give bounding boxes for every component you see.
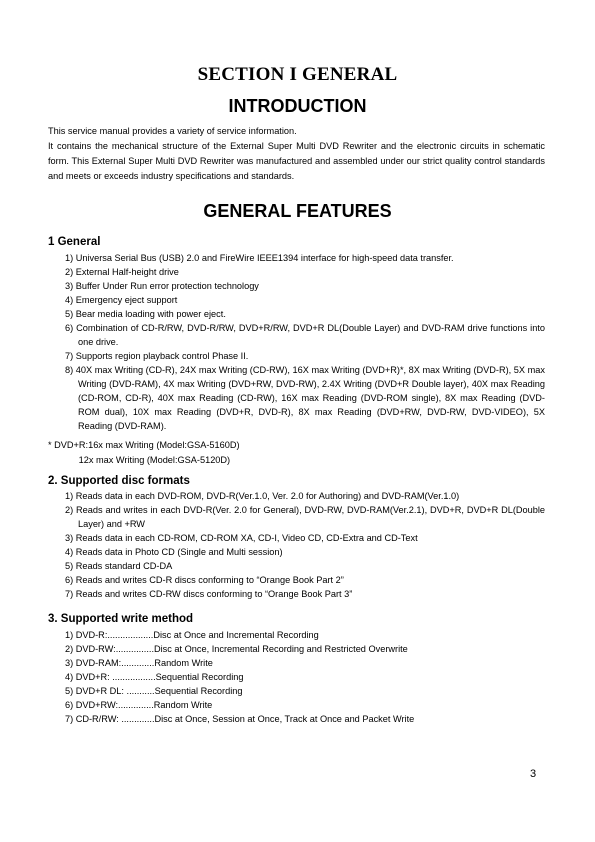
note-line: * DVD+R:16x max Writing (Model:GSA-5160D) — [48, 440, 240, 450]
list-item: 6) Reads and writes CD-R discs conforming to “Orange Book Part 2” — [65, 575, 344, 585]
section-title: SECTION I GENERAL — [197, 64, 398, 85]
general-features-heading: GENERAL FEATURES — [203, 201, 392, 221]
list-item: 1) DVD-R:..................Disc at Once and Incremental Recording — [65, 630, 319, 640]
general-list — [65, 251, 545, 433]
list-item: 5) DVD+R DL: ...........Sequential Recording — [65, 686, 243, 696]
write-method-list — [65, 628, 545, 726]
disc-formats-heading: 2. Supported disc formats — [48, 475, 190, 487]
list-item: 7) Reads and writes CD-RW discs conforming to “Orange Book Part 3” — [65, 589, 353, 599]
list-item: 2) DVD-RW:...............Disc at Once, Incremental Recording and Restricted Overwrite — [65, 644, 408, 654]
introduction-heading: INTRODUCTION — [228, 96, 367, 116]
list-item: 3) DVD-RAM:.............Random Write — [65, 658, 213, 668]
list-item: 4) Emergency eject support — [65, 295, 178, 305]
list-item: 3) Buffer Under Run error protection technology — [65, 281, 259, 291]
list-item: 7) CD-R/RW: .............Disc at Once, Session at Once, Track at Once and Packet Write — [65, 714, 415, 724]
list-item: 1) Universa Serial Bus (USB) 2.0 and FireWire IEEE1394 interface for high-speed data transfer. — [65, 253, 454, 263]
page-number: 3 — [530, 768, 537, 780]
list-item: 5) Reads standard CD-DA — [65, 561, 173, 571]
intro-line-2: It contains the mechanical structure of the External Super Multi DVD Rewriter and the electronic circuits in schematic form. This External Super Multi DVD Rewriter was manufactured and assembled under our strict quality control standards and meets or exceeds industry specifications and standards. — [48, 141, 545, 181]
list-item: 1) Reads data in each DVD-ROM, DVD-R(Ver.1.0, Ver. 2.0 for Authoring) and DVD-RAM(Ver.1.0) — [65, 491, 460, 501]
list-item: 6) DVD+RW:..............Random Write — [65, 700, 213, 710]
introduction-text — [48, 124, 545, 184]
list-item: 4) DVD+R: .................Sequential Recording — [65, 672, 244, 682]
disc-formats-list — [65, 489, 545, 601]
list-item: 4) Reads data in Photo CD (Single and Multi session) — [65, 547, 283, 557]
list-item: 8) 40X max Writing (CD-R), 24X max Writing (CD-RW), 16X max Writing (DVD+R)*, 8X max Writing (DVD-R), 5X max Writing (DVD-RAM), 4X max Writing (DVD+RW, DVD-RW), 2.4X Writing (DVD+R Double layer), 40X max Reading (CD-ROM, CD-R), 40X max Reading (CD-RW), 16X max Reading (DVD-ROM single), 8X max Reading (DVD-ROM dual), 10X max Reading (DVD+R, DVD-R), 8X max Reading (DVD+RW, DVD-RW, DVD-VIDEO), 5X Reading (DVD-RAM). — [65, 365, 545, 431]
list-item: 2) External Half-height drive — [65, 267, 179, 277]
list-item: 7) Supports region playback control Phase II. — [65, 351, 249, 361]
list-item: 2) Reads and writes in each DVD-R(Ver. 2.0 for General), DVD-RW, DVD-RAM(Ver.2.1), DVD+R, DVD+R DL(Double Layer) and +RW — [65, 505, 545, 529]
intro-line-1: This service manual provides a variety of service information. — [48, 126, 297, 136]
list-item: 3) Reads data in each CD-ROM, CD-ROM XA, CD-I, Video CD, CD-Extra and CD-Text — [65, 533, 418, 543]
note-line: 12x max Writing (Model:GSA-5120D) — [48, 455, 231, 465]
write-method-heading: 3. Supported write method — [48, 613, 194, 625]
general-heading: 1 General — [48, 236, 101, 248]
list-item: 5) Bear media loading with power eject. — [65, 309, 226, 319]
list-item: 6) Combination of CD-R/RW, DVD-R/RW, DVD+R/RW, DVD+R DL(Double Layer) and DVD-RAM drive functions into one drive. — [65, 323, 545, 347]
dvd-r-speed-note — [48, 438, 240, 468]
